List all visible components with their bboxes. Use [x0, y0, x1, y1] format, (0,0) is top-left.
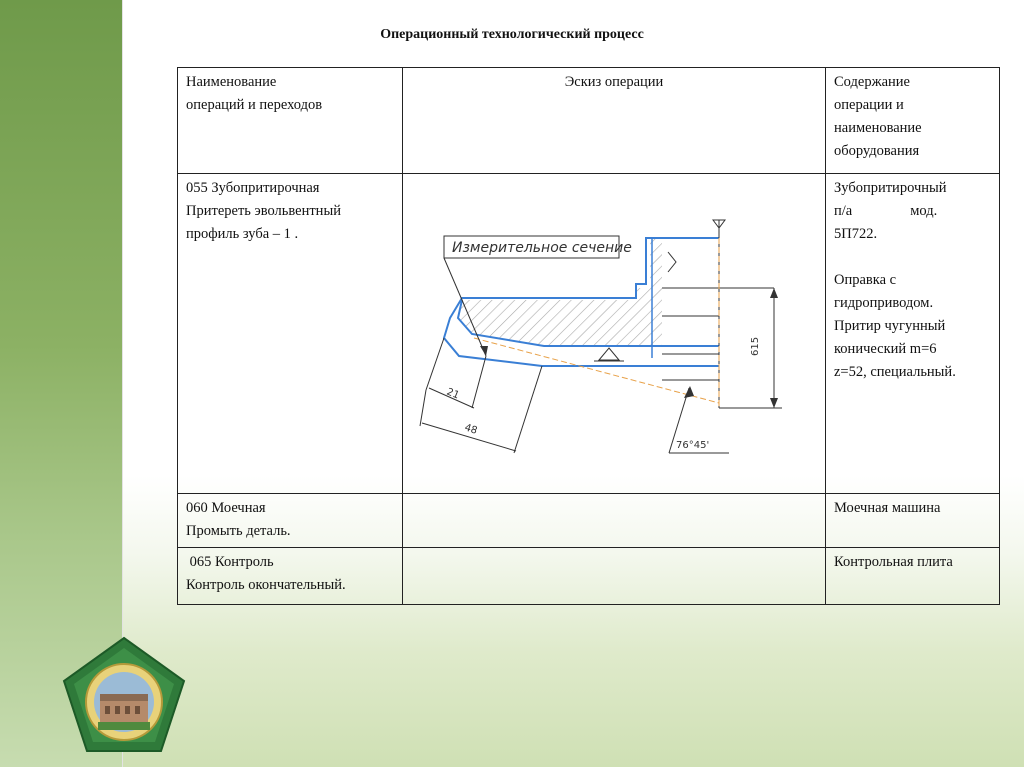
header-operations: Наименование операций и переходов [178, 68, 403, 174]
content-cell: Моечная машина [826, 494, 1000, 548]
header-sketch: Эскиз операции [403, 68, 826, 174]
section-label: Измерительное сечение [452, 240, 632, 256]
dimension-615: 615 [750, 336, 761, 356]
content-cell: Зубопритирочный п/а мод. 5П722. Оправка с гидроприводом. Притир чугунный конический m=6 z=52, специальный. [826, 174, 1000, 494]
table-row [178, 548, 1000, 605]
support-icon [599, 348, 619, 360]
content-cell: Контрольная плита [826, 548, 1000, 605]
university-emblem-icon [62, 636, 186, 754]
sketch-cell-empty [403, 548, 826, 605]
process-table [177, 67, 1000, 605]
dimension-21: 21 [444, 386, 461, 402]
page-title: Операционный технологический процесс [380, 27, 644, 42]
table-header-row [178, 68, 1000, 174]
operation-cell: 055 Зубопритирочная Притереть эвольвентный профиль зуба – 1 . [178, 174, 403, 494]
dimension-angle: 76°45' [676, 440, 710, 451]
operation-sketch [414, 208, 789, 460]
operation-cell: 065 Контроль Контроль окончательный. [178, 548, 403, 605]
sketch-cell-empty [403, 494, 826, 548]
axis-line [474, 338, 719, 403]
table-row [178, 494, 1000, 548]
header-content: Содержание операции и наименование оборудования [826, 68, 1000, 174]
dimension-48: 48 [463, 422, 479, 437]
sketch-cell [403, 174, 826, 494]
table-row [178, 174, 1000, 494]
operation-cell: 060 Моечная Промыть деталь. [178, 494, 403, 548]
